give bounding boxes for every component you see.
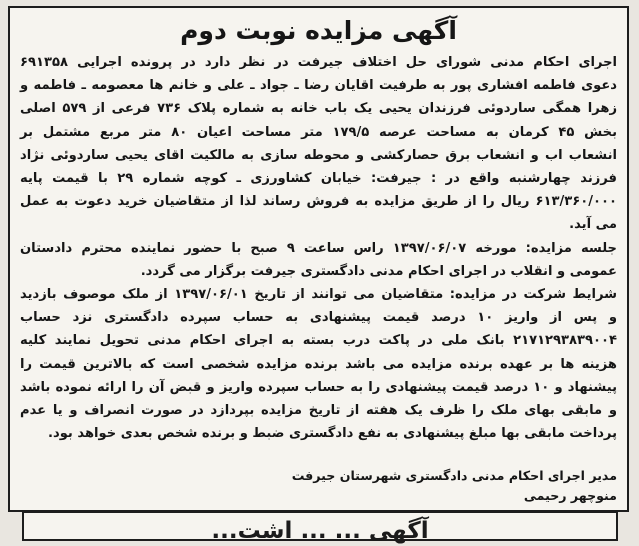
next-notice-clipping — [22, 511, 618, 544]
notice-line: اجرای احکام مدنی شورای حل اختلاف جیرفت در نظر دارد در پرونده اجرایی ۶۹۱۳۵۸ — [20, 55, 617, 70]
notice-line: دعوی فاطمه افشاری پور به طرفیت اقایان رضا ـ جواد ـ علی و خانم ها معصومه ـ فاطمه و — [20, 78, 617, 94]
notice-line: هزینه ها بر عهده برنده مزایده می باشد برنده مزایده شخصی است که بالاترین قیمت را — [20, 356, 617, 372]
notice-line: زهرا همگی ساردوئی فرزندان یحیی یک باب خانه به شماره پلاک ۷۳۶ فرعی از ۵۷۹ اصلی — [20, 101, 617, 117]
signature-office: مدیر اجرای احکام مدنی دادگستری شهرستان جیرفت — [291, 468, 617, 483]
notice-line: می آید. — [569, 217, 617, 233]
notice-line: و مابقی بهای ملک را ظرف یک هفته از تاریخ مزایده بپردازد در صورت انصراف و یا عدم — [20, 403, 617, 418]
next-notice-title: آگهی ... ... اشت... — [211, 518, 429, 544]
auction-notice — [8, 6, 629, 512]
notice-title: آگهی مزایده نوبت دوم — [180, 16, 457, 45]
notice-line: بخش ۴۵ کرمان به مساحت عرصه ۱۷۹/۵ متر مساحت اعیان ۸۰ متر مربع مشتمل بر — [20, 124, 618, 140]
notice-line: پیشنهاد و ۱۰ درصد قیمت پیشنهادی را به حساب سپرده واریز و قبض آن را ارائه نموده باشد — [20, 379, 617, 395]
signature-name: منوچهر رحیمی — [523, 488, 617, 503]
notice-line: ۶۱۳/۳۶۰/۰۰۰ ریال را از طریق مزایده به فروش رساند لذا از متقاضیان خرید دعوت به عمل — [20, 194, 617, 210]
notice-line: پرداخت مابقی بها مبلغ پیشنهادی به نفع دادگستری ضبط و برنده شخص بعدی خواهد بود. — [48, 426, 617, 442]
notice-line: عمومی و انقلاب در اجرای احکام مدنی دادگستری جیرفت برگزار می گردد. — [140, 263, 617, 279]
notice-line: ۲۱۷۱۲۹۳۸۳۹۰۰۴ بانک ملی در پاکت درب بسته به اجرای احکام مدنی تحویل نمایند کلیه — [20, 333, 617, 349]
notice-line: و پس از واریز ۱۰ درصد قیمت پیشنهادی به حساب سپرده دادگستری نزد حساب — [20, 310, 617, 326]
notice-line: جلسه مزایده: مورخه ۱۳۹۷/۰۶/۰۷ راس ساعت ۹ صبح با حضور نماینده محترم دادستان — [20, 240, 617, 256]
notice-line: انشعاب اب و انشعاب برق حصارکشی و محوطه سازی به مالکیت اقای یحیی ساردوئی نژاد — [20, 147, 617, 163]
notice-line: فرزند چهارشنبه واقع در : جیرفت: خیابان کشاورزی ـ کوچه شماره ۲۹ با قیمت پایه — [20, 171, 618, 186]
notice-line: شرایط شرکت در مزایده: متقاضیان می توانند از تاریخ ۱۳۹۷/۰۶/۰۱ از ملک موصوف بازدید — [20, 287, 618, 302]
